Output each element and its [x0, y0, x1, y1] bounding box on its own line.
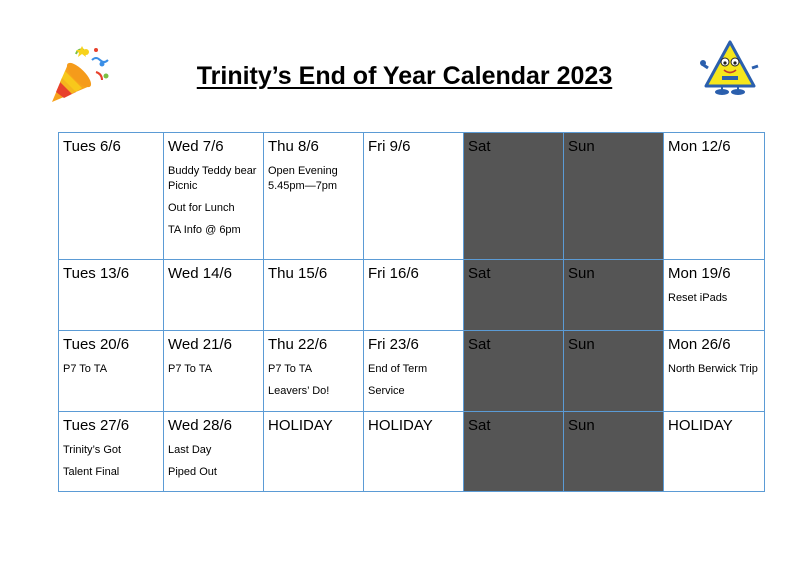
event-text: Out for Lunch — [168, 202, 235, 214]
calendar-day-cell — [164, 412, 264, 492]
calendar-day-cell — [264, 412, 364, 492]
event-text: Service — [368, 385, 405, 397]
calendar-day-cell — [464, 133, 564, 260]
day-label: Tues 13/6 — [63, 265, 130, 282]
day-label: Sun — [568, 265, 595, 282]
event-text: Talent Final — [63, 466, 120, 478]
triangle-mascot-icon — [700, 38, 760, 98]
day-label: HOLIDAY — [268, 417, 333, 434]
calendar-day-cell — [264, 260, 364, 331]
calendar-day-cell — [464, 331, 564, 412]
day-label: Fri 23/6 — [368, 336, 419, 353]
day-label: Wed 21/6 — [168, 336, 232, 353]
calendar-week-row — [59, 133, 765, 260]
day-label: Wed 28/6 — [168, 417, 232, 434]
event-text: Reset iPads — [668, 292, 728, 304]
calendar-day-cell — [664, 331, 765, 412]
day-label: Tues 20/6 — [63, 336, 130, 353]
calendar-day-cell — [664, 260, 765, 331]
calendar-day-cell — [264, 331, 364, 412]
calendar-day-cell — [464, 412, 564, 492]
calendar-day-cell — [664, 133, 765, 260]
calendar-day-cell — [664, 412, 765, 492]
calendar-day-cell — [564, 412, 664, 492]
day-label: Tues 6/6 — [63, 138, 121, 155]
day-label: Sat — [468, 417, 491, 434]
day-label: Mon 12/6 — [668, 138, 731, 155]
day-label: Sat — [468, 336, 491, 353]
day-label: Wed 7/6 — [168, 138, 224, 155]
event-text: Open Evening 5.45pm—7pm — [268, 165, 338, 192]
day-label: Sun — [568, 336, 595, 353]
day-label: Mon 19/6 — [668, 265, 731, 282]
day-label: Sun — [568, 138, 595, 155]
day-label: Sat — [468, 265, 491, 282]
day-label: Mon 26/6 — [668, 336, 731, 353]
calendar-day-cell — [59, 331, 164, 412]
calendar-day-cell — [364, 260, 464, 331]
calendar-day-cell — [364, 133, 464, 260]
calendar-day-cell — [564, 260, 664, 331]
event-text: P7 To TA — [268, 363, 313, 375]
day-label: Fri 16/6 — [368, 265, 419, 282]
day-label: Thu 22/6 — [268, 336, 328, 353]
event-text: Piped Out — [168, 466, 217, 478]
calendar-day-cell — [164, 133, 264, 260]
calendar-day-cell — [264, 133, 364, 260]
event-text: P7 To TA — [63, 363, 108, 375]
event-text: Trinity’s Got — [63, 444, 122, 456]
calendar-day-cell — [59, 260, 164, 331]
event-text: TA Info @ 6pm — [168, 224, 241, 236]
event-text: P7 To TA — [168, 363, 213, 375]
event-text: End of Term — [368, 363, 428, 375]
calendar-grid — [58, 132, 765, 492]
calendar-day-cell — [164, 260, 264, 331]
calendar-day-cell — [464, 260, 564, 331]
day-label: Thu 8/6 — [268, 138, 319, 155]
day-label: Tues 27/6 — [63, 417, 130, 434]
day-label: Sun — [568, 417, 595, 434]
page-title: Trinity’s End of Year Calendar 2023 — [196, 62, 613, 90]
calendar-day-cell — [364, 412, 464, 492]
calendar-day-cell — [164, 331, 264, 412]
calendar-week-row — [59, 331, 765, 412]
calendar-week-row — [59, 260, 765, 331]
calendar-day-cell — [364, 331, 464, 412]
day-label: HOLIDAY — [668, 417, 733, 434]
calendar-day-cell — [564, 331, 664, 412]
day-label: HOLIDAY — [368, 417, 433, 434]
day-label: Fri 9/6 — [368, 138, 411, 155]
event-text: Leavers’ Do! — [268, 385, 330, 397]
calendar-day-cell — [564, 133, 664, 260]
calendar-day-cell — [59, 412, 164, 492]
day-label: Wed 14/6 — [168, 265, 232, 282]
event-text: North Berwick Trip — [668, 363, 758, 375]
calendar-week-row — [59, 412, 765, 492]
day-label: Sat — [468, 138, 491, 155]
calendar-day-cell — [59, 133, 164, 260]
event-text: Last Day — [168, 444, 212, 456]
event-text: Buddy Teddy bear Picnic — [168, 165, 257, 192]
day-label: Thu 15/6 — [268, 265, 328, 282]
